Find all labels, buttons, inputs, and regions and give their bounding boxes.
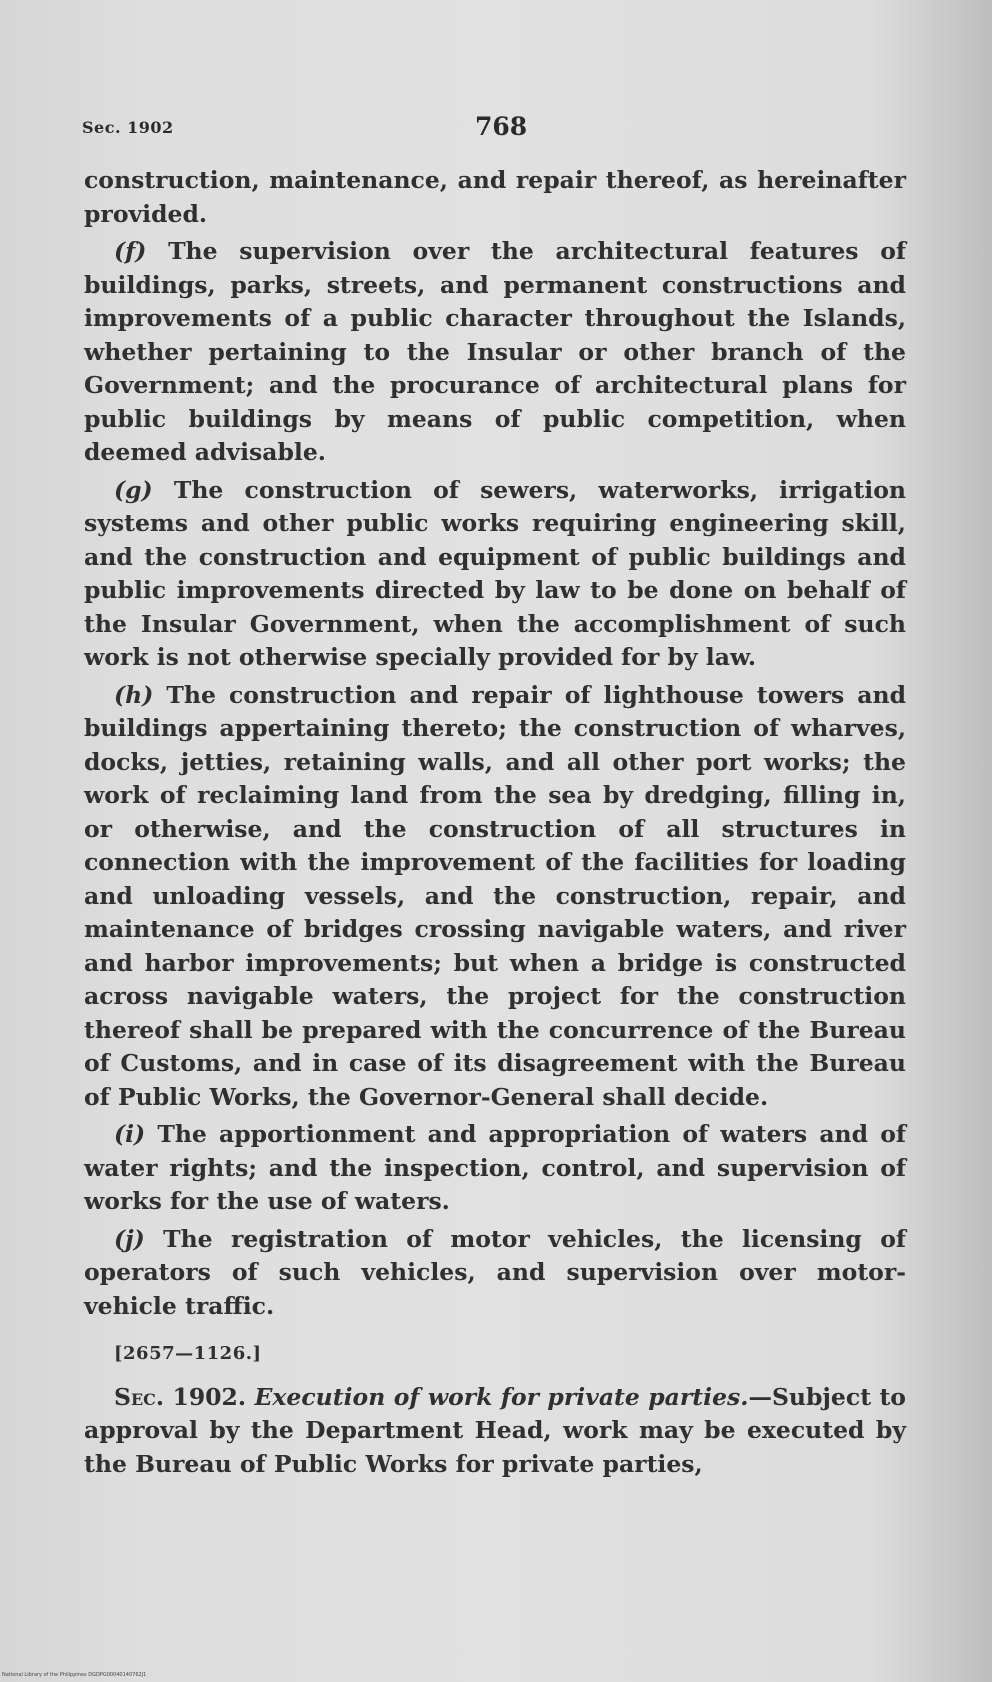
paragraph-marker-j: (j) — [114, 1224, 145, 1253]
body-text — [84, 164, 906, 1481]
section-label: Sec. 1902 — [82, 118, 174, 137]
paragraph-marker-g: (g) — [114, 475, 153, 504]
paragraph-text-f: The supervision over the architectural features of buildings, parks, streets, and permanent constructions and improvements of a public character throughout the Islands, whether pertaining to the Insular or other branch of the Government; and the procurance of architectural plans for public buildings by means of public competition, when deemed advisable. — [84, 237, 906, 466]
section-title: Execution of work for private parties. — [254, 1382, 749, 1411]
paragraph-text-g: The construction of sewers, waterworks, irrigation systems and other public works requiring engineering skill, and the construction and equipment of public buildings and public improvements directed by law to be done on behalf of the Insular Government, when the accomplishment of such work is not otherwise specially provided for by law. — [84, 475, 906, 671]
running-head — [80, 112, 900, 142]
paragraph-i — [84, 1118, 906, 1219]
paragraph-marker-i: (i) — [114, 1120, 146, 1148]
paragraph-f — [84, 235, 906, 470]
scan-credit: National Library of the Philippines DGDPG00040140762J1 — [2, 1672, 147, 1678]
paragraph-text-j: The registration of motor vehicles, the licensing of operators of such vehicles, and supervision over motor-vehicle traffic. — [84, 1224, 906, 1320]
paragraph-marker-h: (h) — [114, 680, 154, 709]
page-number: 768 — [475, 112, 528, 141]
paragraph-j — [84, 1223, 906, 1324]
paragraph-marker-f: (f) — [114, 237, 147, 265]
citation: [2657—1126.] — [114, 1343, 262, 1364]
paragraph-continued: construction, maintenance, and repair thereof, as hereinafter provided. — [84, 166, 906, 228]
paragraph-text-h: The construction and repair of lighthouse towers and buildings appertaining thereto; the construction of wharves, docks, jetties, retaining walls, and all other port works; the work of reclaiming land from the sea by dredging, filling in, or otherwise, and the construction of all structures in connection with the improvement of the facilities for loading and unloading vessels, and the construction, repair, and maintenance of bridges crossing navigable waters, and river and harbor improvements; but when a bridge is constructed across navigable waters, the project for the construction thereof shall be prepared with the concurrence of the Bureau of Customs, and in case of its disagreement with the Bureau of Public Works, the Governor-General shall decide. — [84, 680, 906, 1111]
paragraph-h — [84, 679, 906, 1115]
section-1902-paragraph — [84, 1381, 906, 1482]
paragraph-text-i: The apportionment and appropriation of waters and of water rights; and the inspection, control, and supervision of works for the use of waters. — [84, 1120, 907, 1215]
section-text: —Subject to approval by the Department Head, work may be executed by the Bureau of Public Works for private parties, — [84, 1382, 906, 1478]
section-heading: Sec. 1902. — [114, 1382, 247, 1411]
paragraph-g — [84, 474, 906, 675]
